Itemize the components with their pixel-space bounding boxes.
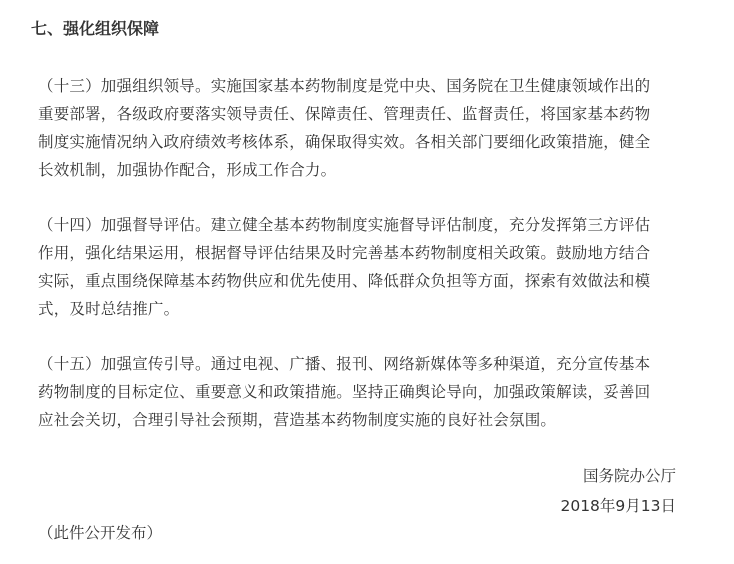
paragraph-line: 式，及时总结推广。 <box>38 300 180 318</box>
paragraph-line: 药物制度的目标定位、重要意义和政策措施。坚持正确舆论导向，加强政策解读，妥善回 <box>38 383 651 401</box>
paragraph-line: （十五）加强宣传引导。通过电视、广播、报刊、网络新媒体等多种渠道，充分宣传基本 <box>38 355 651 373</box>
paragraph-line: （十三）加强组织领导。实施国家基本药物制度是党中央、国务院在卫生健康领域作出的 <box>38 77 651 95</box>
paragraph-line: 实际，重点围绕保障基本药物供应和优先使用、降低群众负担等方面，探索有效做法和模 <box>38 272 651 290</box>
paragraph-line: 应社会关切，合理引导社会预期，营造基本药物制度实施的良好社会氛围。 <box>38 411 557 429</box>
paragraph-line: 重要部署，各级政府要落实领导责任、保障责任、管理责任、监督责任，将国家基本药物 <box>38 105 651 123</box>
signature-organization: 国务院办公厅 <box>582 467 676 485</box>
paragraph-line: 长效机制，加强协作配合，形成工作合力。 <box>38 161 337 179</box>
section-heading: 七、强化组织保障 <box>31 19 160 38</box>
paragraph-line: 作用，强化结果运用，根据督导评估结果及时完善基本药物制度相关政策。鼓励地方结合 <box>38 244 651 262</box>
paragraph-line: 制度实施情况纳入政府绩效考核体系，确保取得实效。各相关部门要细化政策措施，健全 <box>38 133 651 151</box>
signature-date: 2018年9月13日 <box>560 497 676 515</box>
paragraph-14 <box>38 211 690 323</box>
paragraph-line: （十四）加强督导评估。建立健全基本药物制度实施督导评估制度，充分发挥第三方评估 <box>38 216 651 234</box>
paragraph-15 <box>38 350 690 434</box>
publication-note: （此件公开发布） <box>38 524 163 542</box>
paragraph-13 <box>38 72 690 184</box>
